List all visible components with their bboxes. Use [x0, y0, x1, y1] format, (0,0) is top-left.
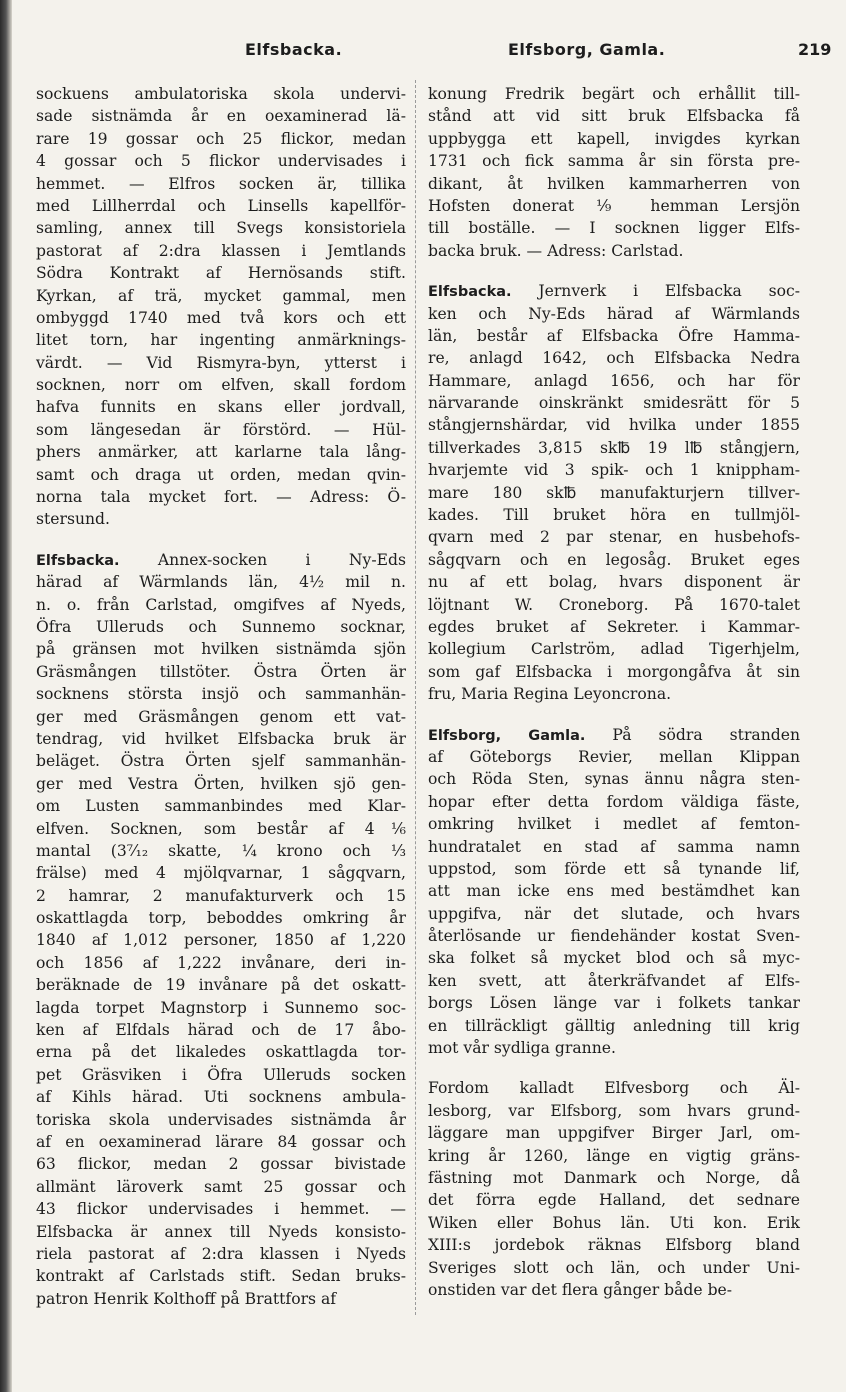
- text-line: [36, 1041, 406, 1063]
- text-line: [428, 280, 800, 302]
- text-line: [36, 907, 406, 929]
- text-line-content: af en oexaminerad lärare 84 gossar och: [36, 1132, 406, 1151]
- text-line: [428, 240, 800, 262]
- text-line-content: af Kihls härad. Uti socknens ambula-: [36, 1088, 406, 1107]
- text-line: [428, 392, 800, 414]
- text-line-content: ger med Vestra Örten, hvilken sjö gen-: [36, 774, 406, 793]
- text-line: [36, 1198, 406, 1220]
- text-line-content: ombyggd 1740 med två kors och ett: [36, 308, 406, 327]
- text-line-content: erna på det likaledes oskattlagda tor-: [36, 1043, 406, 1062]
- text-line: [36, 638, 406, 660]
- column-divider: [415, 80, 416, 1315]
- text-line-content: och Röda Sten, synas ännu några sten-: [428, 770, 800, 789]
- text-line-content: Södra Kontrakt af Hernösands stift.: [36, 264, 406, 283]
- entry-headword: Elfsbacka.: [36, 552, 120, 569]
- text-line: [36, 1221, 406, 1243]
- text-line-content: 1731 och fick samma år sin första pre-: [428, 152, 800, 171]
- text-line-content: sockuens ambulatoriska skola undervi-: [36, 85, 406, 103]
- text-line-content: allmänt läroverk samt 25 gossar och: [36, 1177, 406, 1196]
- text-line: [36, 997, 406, 1019]
- text-line-content: hemmet. — Elfros socken är, tillika: [36, 174, 406, 193]
- text-line: [428, 836, 800, 858]
- entry-paragraph: [36, 549, 406, 1310]
- paragraph-gap: [428, 1059, 800, 1077]
- text-line-content: samt och draga ut orden, medan qvin-: [36, 465, 406, 484]
- text-line-content: ken af Elfdals härad och de 17 åbo-: [36, 1021, 406, 1040]
- text-line-content: läggare man uppgifver Birger Jarl, om-: [428, 1124, 800, 1143]
- text-line: [36, 217, 406, 239]
- text-line: [36, 728, 406, 750]
- text-line: [428, 1212, 800, 1234]
- text-line: [428, 303, 800, 325]
- text-line: [428, 1122, 800, 1144]
- text-line-content: borgs Lösen länge var i folkets tankar: [428, 994, 800, 1013]
- text-line-content: På södra stranden: [585, 725, 800, 744]
- text-line: [428, 594, 800, 616]
- text-line-content: som gaf Elfsbacka i morgongåfva åt sin: [428, 662, 800, 681]
- text-line-content: län, består af Elfsbacka Öfre Hamma-: [428, 326, 800, 345]
- right-column: [428, 83, 800, 1301]
- text-line: [428, 970, 800, 992]
- right-running-title: Elfsborg, Gamla.: [508, 40, 666, 59]
- text-line-content: tendrag, vid hvilket Elfsbacka bruk är: [36, 729, 406, 748]
- text-line-content: fru, Maria Regina Leyoncrona.: [428, 685, 672, 704]
- text-line-content: mot vår sydliga granne.: [428, 1039, 616, 1058]
- text-line: [428, 482, 800, 504]
- text-line: [428, 1145, 800, 1167]
- text-line: [428, 1257, 800, 1279]
- text-line-content: om Lusten sammanbindes med Klar-: [36, 797, 406, 816]
- text-line: [428, 1167, 800, 1189]
- text-line-content: 4 gossar och 5 flickor undervisades i: [36, 152, 406, 171]
- text-line: [428, 571, 800, 593]
- text-line-content: af Göteborgs Revier, mellan Klippan: [428, 747, 800, 766]
- text-line: [36, 374, 406, 396]
- text-line: [428, 459, 800, 481]
- text-line-content: re, anlagd 1642, och Elfsbacka Nedra: [428, 349, 800, 368]
- text-line-content: Fordom kalladt Elfvesborg och Äl-: [428, 1079, 800, 1098]
- text-line-content: ska folket så mycket blod och så myc-: [428, 949, 800, 968]
- text-line: [428, 1015, 800, 1037]
- text-line: [36, 441, 406, 463]
- text-line: [36, 486, 406, 508]
- text-line: [428, 947, 800, 969]
- text-line-content: litet torn, har ingenting anmärknings-: [36, 331, 406, 350]
- text-line: [428, 414, 800, 436]
- text-line: [36, 706, 406, 728]
- text-line: [36, 173, 406, 195]
- text-line-content: phers anmärker, att karlarne tala lång-: [36, 443, 406, 462]
- text-line: [36, 862, 406, 884]
- entry-headword: Elfsbacka.: [428, 284, 512, 301]
- text-line: [428, 1189, 800, 1211]
- text-line: [36, 750, 406, 772]
- text-line: [36, 329, 406, 351]
- text-line: [36, 150, 406, 172]
- text-line-content: till boställe. — I socknen ligger Elfs-: [428, 219, 800, 238]
- text-line-content: kontrakt af Carlstads stift. Sedan bruks-: [36, 1267, 406, 1286]
- text-line-content: elfven. Socknen, som består af 4⅙: [36, 819, 406, 838]
- text-line: [428, 526, 800, 548]
- text-line-content: kades. Till bruket höra en tullmjöl-: [428, 506, 800, 525]
- text-line-content: stångjernshärdar, vid hvilka under 1855: [428, 416, 800, 435]
- text-line: [36, 419, 406, 441]
- text-line: [36, 1243, 406, 1265]
- text-line-content: Elfsbacka är annex till Nyeds konsisto-: [36, 1222, 406, 1241]
- text-line-content: att man icke ens med bestämdhet kan: [428, 882, 800, 901]
- text-line-content: Hofsten donerat ⅑ hemman Lersjön: [428, 196, 800, 215]
- text-line-content: som längesedan är förstörd. — Hül-: [36, 420, 406, 439]
- text-line-content: stånd att vid sitt bruk Elfsbacka få: [428, 107, 800, 126]
- text-line: [428, 347, 800, 369]
- text-line-content: kring år 1260, länge en vigtig gräns-: [428, 1146, 800, 1165]
- text-line: [36, 508, 406, 530]
- text-line-content: 63 flickor, medan 2 gossar bivistade: [36, 1155, 406, 1174]
- text-line-content: qvarn med 2 par stenar, en husbehofs-: [428, 528, 800, 547]
- text-line-content: beläget. Östra Örten sjelf sammanhän-: [36, 752, 406, 771]
- text-line: [428, 746, 800, 768]
- text-line-content: Hammare, anlagd 1656, och har för: [428, 371, 800, 390]
- text-line-content: värdt. — Vid Rismyra-byn, ytterst i: [36, 353, 406, 372]
- text-line-content: konung Fredrik begärt och erhållit till-: [428, 85, 800, 103]
- paragraph-gap: [36, 531, 406, 549]
- text-line-content: onstiden var det flera gånger både be-: [428, 1280, 733, 1299]
- text-line: [428, 925, 800, 947]
- text-line-content: ken svett, att återkräfvandet af Elfs-: [428, 971, 800, 990]
- text-line: [36, 571, 406, 593]
- text-line: [36, 840, 406, 862]
- text-line: [36, 1131, 406, 1153]
- text-line-content: pastorat af 2:dra klassen i Jemtlands: [36, 241, 406, 260]
- text-line: [428, 813, 800, 835]
- text-line-content: 2 hamrar, 2 manufakturverk och 15: [36, 886, 406, 905]
- text-line: [36, 974, 406, 996]
- entry-headword: Elfsborg, Gamla.: [428, 727, 586, 744]
- text-line-content: på gränsen mot hvilken sistnämda sjön: [36, 640, 406, 659]
- text-line-content: Öfra Ulleruds och Sunnemo socknar,: [36, 617, 406, 636]
- running-header: [0, 40, 846, 68]
- text-line-content: omkring hvilket i medlet af femton-: [428, 815, 800, 834]
- text-line-content: en tillräckligt gälltig anledning till krig: [428, 1016, 800, 1035]
- text-line-content: socknen, norr om elfven, skall fordom: [36, 376, 406, 395]
- text-line: [36, 773, 406, 795]
- text-line: [428, 370, 800, 392]
- text-line: [428, 661, 800, 683]
- text-line: [428, 83, 800, 105]
- text-line-content: beräknade de 19 invånare på det oskatt-: [36, 976, 406, 995]
- text-line-content: uppgifva, när det slutade, och hvars: [428, 904, 800, 923]
- text-line-content: Kyrkan, af trä, mycket gammal, men: [36, 286, 406, 305]
- text-line-content: 1840 af 1,012 personer, 1850 af 1,220: [36, 931, 406, 950]
- text-line: [36, 105, 406, 127]
- text-line-content: mare 180 sk℔ manufakturjern tillver-: [428, 483, 800, 502]
- entry-paragraph: [428, 724, 800, 1060]
- text-line-content: XIII:s jordebok räknas Elfsborg bland: [428, 1236, 800, 1255]
- text-line-content: pet Gräsviken i Öfra Ulleruds socken: [36, 1065, 406, 1084]
- text-line: [36, 952, 406, 974]
- text-line-content: Wiken eller Bohus län. Uti kon. Erik: [428, 1213, 800, 1232]
- entry-paragraph: [36, 83, 406, 531]
- text-line-content: toriska skola undervisades sistnämda år: [36, 1110, 406, 1129]
- text-line: [36, 616, 406, 638]
- text-line-content: fästning mot Danmark och Norge, då: [428, 1168, 800, 1187]
- text-line: [428, 217, 800, 239]
- text-line-content: det förra egde Halland, det sednare: [428, 1191, 800, 1210]
- text-line: [36, 594, 406, 616]
- text-line: [36, 83, 406, 105]
- text-line: [36, 885, 406, 907]
- text-line: [36, 683, 406, 705]
- text-line-content: tillverkades 3,815 sk℔ 19 l℔ stångjern,: [428, 438, 800, 457]
- text-line-content: ken och Ny-Eds härad af Wärmlands: [428, 304, 800, 323]
- text-line-content: löjtnant W. Croneborg. På 1670-talet: [428, 595, 800, 614]
- text-line-content: närvarande oinskränkt smidesrätt för 5: [428, 394, 800, 413]
- text-line-content: Sveriges slott och län, och under Uni-: [428, 1258, 800, 1277]
- text-line: [428, 638, 800, 660]
- text-line: [428, 1077, 800, 1099]
- text-line: [428, 1279, 800, 1301]
- text-line-content: sågqvarn och en legosåg. Bruket eges: [428, 550, 800, 569]
- page-number: 219: [798, 40, 832, 59]
- text-line: [36, 285, 406, 307]
- text-line: [428, 549, 800, 571]
- text-line: [36, 1064, 406, 1086]
- text-line: [36, 661, 406, 683]
- text-line-content: rare 19 gossar och 25 flickor, medan: [36, 129, 406, 148]
- text-line-content: samling, annex till Svegs konsistoriela: [36, 219, 406, 238]
- text-line-content: riela pastorat af 2:dra klassen i Nyeds: [36, 1244, 406, 1263]
- text-line: [36, 262, 406, 284]
- text-line-content: 43 flickor undervisades i hemmet. —: [36, 1200, 406, 1219]
- text-line-content: Jernverk i Elfsbacka soc-: [511, 282, 800, 301]
- text-line-content: nu af ett bolag, hvars disponent är: [428, 573, 800, 592]
- text-line: [36, 795, 406, 817]
- text-line-content: och 1856 af 1,222 invånare, deri in-: [36, 953, 406, 972]
- text-line-content: lagda torpet Magnstorp i Sunnemo soc-: [36, 998, 406, 1017]
- text-line-content: patron Henrik Kolthoff på Brattfors af: [36, 1289, 337, 1308]
- text-line-content: Annex-socken i Ny-Eds: [119, 550, 406, 569]
- text-line-content: härad af Wärmlands län, 4½ mil n.: [36, 573, 406, 592]
- text-line-content: återlösande ur fiendehänder kostat Sven-: [428, 927, 800, 946]
- text-line: [36, 1086, 406, 1108]
- text-line: [36, 352, 406, 374]
- text-line-content: uppbygga ett kapell, invigdes kyrkan: [428, 129, 800, 148]
- text-line: [428, 437, 800, 459]
- text-line: [428, 128, 800, 150]
- text-line: [428, 173, 800, 195]
- text-line-content: dikant, åt hvilken kammarherren von: [428, 174, 800, 193]
- text-line-content: hopar efter detta fordom väldiga fäste,: [428, 792, 800, 811]
- text-line-content: ger med Gräsmången genom ett vat-: [36, 707, 406, 726]
- text-line: [428, 992, 800, 1014]
- text-line: [428, 858, 800, 880]
- text-line: [36, 818, 406, 840]
- text-line-content: mantal (3⁷⁄₁₂ skatte, ¼ krono och ⅓: [36, 841, 406, 860]
- text-line-content: hafva funnits en skans eller jordvall,: [36, 398, 406, 417]
- text-line: [428, 504, 800, 526]
- text-line: [36, 549, 406, 571]
- text-line: [36, 195, 406, 217]
- text-line: [36, 1109, 406, 1131]
- text-line-content: hvarjemte vid 3 spik- och 1 knippham-: [428, 461, 800, 480]
- text-line-content: egdes bruket af Sekreter. i Kammar-: [428, 617, 800, 636]
- text-line-content: uppstod, som förde ett så tynande lif,: [428, 859, 800, 878]
- entry-paragraph: [428, 1077, 800, 1301]
- text-line-content: norna tala mycket fort. — Adress: Ö-: [36, 488, 406, 507]
- text-line: [428, 1234, 800, 1256]
- text-line-content: backa bruk. — Adress: Carlstad.: [428, 241, 684, 260]
- text-line: [428, 683, 800, 705]
- text-line: [428, 195, 800, 217]
- paragraph-gap: [428, 262, 800, 280]
- text-line: [36, 1176, 406, 1198]
- text-line: [36, 240, 406, 262]
- text-line: [36, 1019, 406, 1041]
- text-line-content: med Lillherrdal och Linsells kapellför-: [36, 196, 406, 215]
- text-line: [428, 1037, 800, 1059]
- text-line: [36, 396, 406, 418]
- entry-paragraph: [428, 280, 800, 705]
- text-line: [428, 150, 800, 172]
- text-line: [36, 1153, 406, 1175]
- left-column: [36, 83, 406, 1310]
- text-line-content: stersund.: [36, 510, 110, 529]
- text-line: [428, 903, 800, 925]
- text-line-content: hundratalet en stad af samma namn: [428, 837, 800, 856]
- text-line-content: kollegium Carlström, adlad Tigerhjelm,: [428, 640, 800, 659]
- paragraph-gap: [428, 706, 800, 724]
- text-line-content: frälse) med 4 mjölqvarnar, 1 sågqvarn,: [36, 864, 406, 883]
- left-running-title: Elfsbacka.: [245, 40, 343, 59]
- text-line: [428, 1100, 800, 1122]
- page-binding-shadow: [0, 0, 12, 1392]
- text-line-content: n. o. från Carlstad, omgifves af Nyeds,: [36, 595, 406, 614]
- text-line: [428, 105, 800, 127]
- text-line: [36, 307, 406, 329]
- text-line: [428, 791, 800, 813]
- text-line: [428, 724, 800, 746]
- text-line-content: Gräsmången tillstöter. Östra Örten är: [36, 662, 406, 681]
- text-line: [428, 325, 800, 347]
- text-line: [428, 616, 800, 638]
- text-line: [36, 1288, 406, 1310]
- text-line-content: lesborg, var Elfsborg, som hvars grund-: [428, 1101, 800, 1120]
- text-line: [36, 128, 406, 150]
- text-line-content: socknens största insjö och sammanhän-: [36, 685, 406, 704]
- text-line: [36, 929, 406, 951]
- text-line-content: oskattlagda torp, beboddes omkring år: [36, 909, 406, 928]
- entry-paragraph: [428, 83, 800, 262]
- text-line: [428, 768, 800, 790]
- text-line: [36, 464, 406, 486]
- text-line-content: sade sistnämda år en oexaminerad lä-: [36, 107, 406, 126]
- text-line: [36, 1265, 406, 1287]
- text-line: [428, 880, 800, 902]
